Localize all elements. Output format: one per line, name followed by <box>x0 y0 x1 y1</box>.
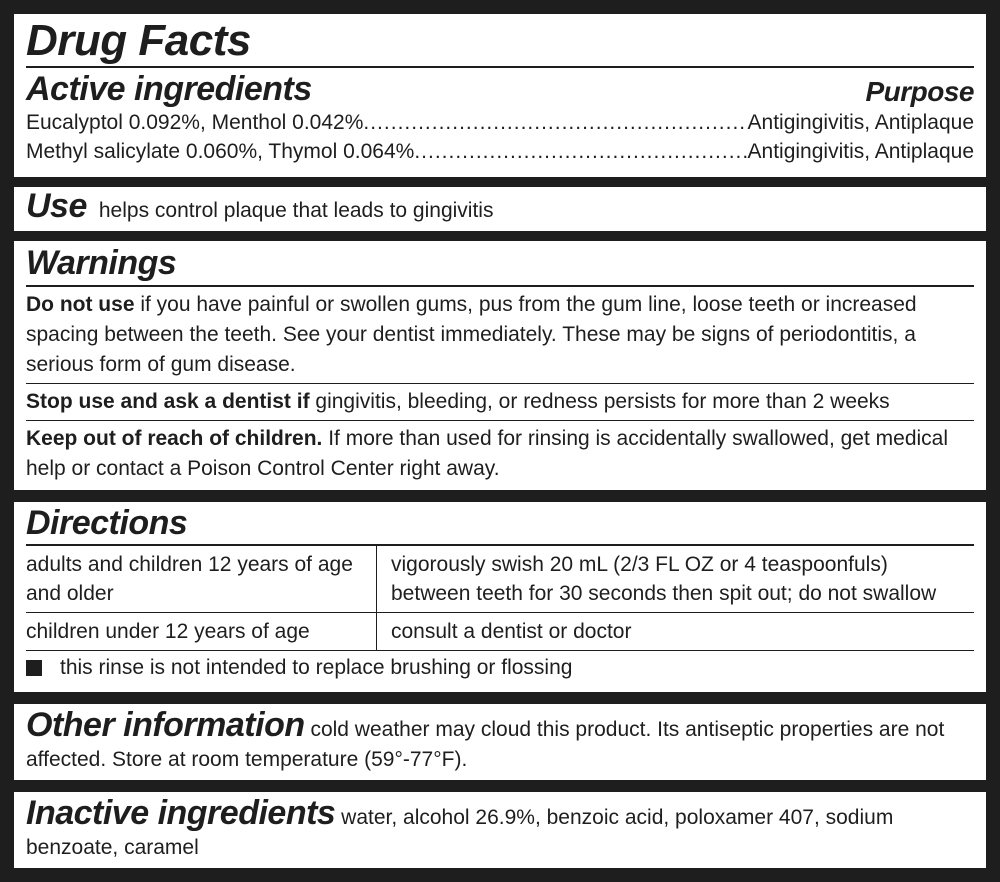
purpose-heading: Purpose <box>865 76 974 107</box>
warnings-heading: Warnings <box>26 244 177 282</box>
square-bullet-icon <box>26 660 42 676</box>
keep-out-text: If more than used for rinsing is accidentally swallowed, get medical help or contact a Poison Control Center right away. <box>26 427 949 480</box>
directions-who: adults and children 12 years of age and older <box>26 546 377 613</box>
stop-use-label: Stop use and ask a dentist if <box>26 390 310 413</box>
directions-note <box>26 651 974 685</box>
inactive-ingredients-panel <box>14 792 986 868</box>
directions-panel <box>14 502 986 692</box>
keep-out-block <box>26 421 974 487</box>
ingredient-row <box>26 108 974 137</box>
stop-use-block <box>26 384 974 420</box>
inactive-ingredients-block <box>26 792 974 863</box>
other-information-heading: Other information <box>26 706 305 744</box>
stop-use-text: gingivitis, bleeding, or redness persists for more than 2 weeks <box>315 390 890 413</box>
page-title: Drug Facts <box>26 16 251 65</box>
other-information-block <box>26 704 974 775</box>
ingredient-purpose: Antigingivitis, Antiplaque <box>747 140 974 163</box>
leader-dots <box>363 108 747 137</box>
active-ingredients-header <box>26 68 974 108</box>
table-row <box>26 546 974 613</box>
directions-what: consult a dentist or doctor <box>377 613 975 651</box>
inactive-ingredients-text: water, alcohol 26.9%, benzoic acid, poloxamer 407, sodium benzoate, caramel <box>26 806 894 859</box>
ingredient-purpose: Antigingivitis, Antiplaque <box>747 111 974 134</box>
table-row <box>26 613 974 651</box>
use-row <box>26 187 974 231</box>
leader-dots <box>414 137 747 166</box>
use-panel <box>14 187 986 231</box>
do-not-use-block <box>26 287 974 383</box>
inactive-ingredients-heading: Inactive ingredients <box>26 794 336 832</box>
directions-what: vigorously swish 20 mL (2/3 FL OZ or 4 teaspoonfuls) between teeth for 30 seconds then spit out; do not swallow <box>377 546 975 613</box>
active-ingredients-heading: Active ingredients <box>26 70 312 108</box>
other-information-text: cold weather may cloud this product. Its antiseptic properties are not affected. Store at room temperature (59°-77°F). <box>26 718 945 771</box>
do-not-use-label: Do not use <box>26 293 135 316</box>
use-text: helps control plaque that leads to gingivitis <box>98 199 494 222</box>
do-not-use-text: if you have painful or swollen gums, pus from the gum line, loose teeth or increased spacing between the teeth. See your dentist immediately. These may be signs of periodontitis, a serious form of gum disease. <box>26 293 917 376</box>
ingredient-name: Methyl salicylate 0.060%, Thymol 0.064% <box>26 140 415 163</box>
warnings-panel <box>14 241 986 490</box>
ingredient-row <box>26 137 974 166</box>
use-heading: Use <box>26 187 87 225</box>
active-ingredients-panel <box>14 14 986 177</box>
directions-who: children under 12 years of age <box>26 613 377 651</box>
other-information-panel <box>14 704 986 780</box>
directions-table <box>26 546 974 651</box>
keep-out-label: Keep out of reach of children. <box>26 427 323 450</box>
ingredient-name: Eucalyptol 0.092%, Menthol 0.042% <box>26 111 364 134</box>
directions-note-text: this rinse is not intended to replace brushing or flossing <box>60 656 573 679</box>
directions-heading: Directions <box>26 504 188 542</box>
